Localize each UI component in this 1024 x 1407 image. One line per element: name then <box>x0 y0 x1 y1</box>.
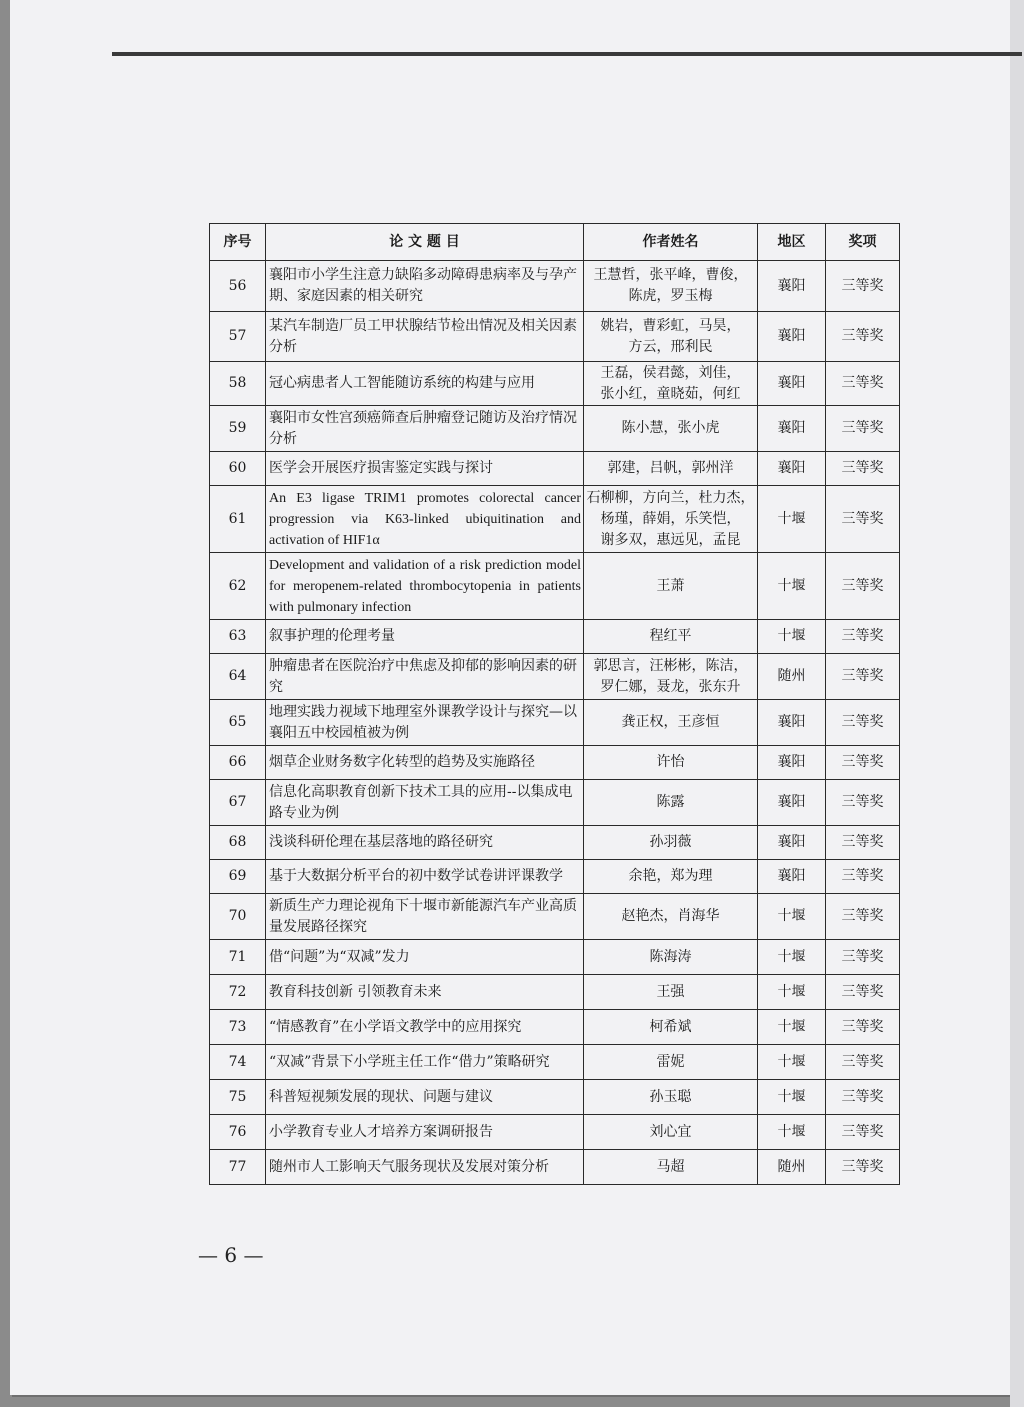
cell-authors: 王磊，侯君懿，刘佳， 张小红，童晓茹，何红 <box>584 362 758 406</box>
cell-region: 襄阳 <box>758 261 826 312</box>
cell-region: 襄阳 <box>758 860 826 894</box>
table-row <box>210 620 900 654</box>
table-row <box>210 1010 900 1045</box>
cell-num: 66 <box>210 746 266 780</box>
cell-title: “情感教育”在小学语文教学中的应用探究 <box>266 1010 584 1045</box>
cell-num: 67 <box>210 780 266 826</box>
page-number: — 6 — <box>198 1243 264 1267</box>
cell-authors: 马超 <box>584 1150 758 1185</box>
cell-award: 三等奖 <box>826 261 900 312</box>
cell-award: 三等奖 <box>826 860 900 894</box>
cell-title: 烟草企业财务数字化转型的趋势及实施路径 <box>266 746 584 780</box>
cell-region: 十堰 <box>758 1045 826 1080</box>
cell-num: 59 <box>210 406 266 452</box>
table-row <box>210 826 900 860</box>
table-row <box>210 486 900 553</box>
cell-title: “双减”背景下小学班主任工作“借力”策略研究 <box>266 1045 584 1080</box>
cell-authors: 余艳，郑为理 <box>584 860 758 894</box>
cell-award: 三等奖 <box>826 700 900 746</box>
cell-title: 小学教育专业人才培养方案调研报告 <box>266 1115 584 1150</box>
cell-num: 57 <box>210 312 266 362</box>
cell-award: 三等奖 <box>826 746 900 780</box>
cell-num: 68 <box>210 826 266 860</box>
cell-region: 襄阳 <box>758 780 826 826</box>
cell-award: 三等奖 <box>826 362 900 406</box>
cell-title: 信息化高职教育创新下技术工具的应用--以集成电路专业为例 <box>266 780 584 826</box>
cell-title: An E3 ligase TRIM1 promotes colorectal cancer progression via K63-linked ubiquitination and activation of HIF1α <box>266 486 584 553</box>
cell-award: 三等奖 <box>826 452 900 486</box>
table-row <box>210 894 900 940</box>
cell-authors: 程红平 <box>584 620 758 654</box>
header-rule <box>112 52 1022 56</box>
cell-award: 三等奖 <box>826 553 900 620</box>
cell-num: 72 <box>210 975 266 1010</box>
table-row <box>210 1045 900 1080</box>
header-authors: 作者姓名 <box>584 224 758 261</box>
table-body <box>210 261 900 1185</box>
header-award: 奖项 <box>826 224 900 261</box>
cell-authors: 赵艳杰，肖海华 <box>584 894 758 940</box>
cell-region: 十堰 <box>758 940 826 975</box>
cell-num: 62 <box>210 553 266 620</box>
cell-region: 襄阳 <box>758 362 826 406</box>
cell-authors: 王萧 <box>584 553 758 620</box>
cell-award: 三等奖 <box>826 1045 900 1080</box>
cell-award: 三等奖 <box>826 312 900 362</box>
cell-award: 三等奖 <box>826 1010 900 1045</box>
cell-award: 三等奖 <box>826 975 900 1010</box>
table-row <box>210 553 900 620</box>
cell-title: 叙事护理的伦理考量 <box>266 620 584 654</box>
cell-title: 地理实践力视域下地理室外课教学设计与探究—以襄阳五中校园植被为例 <box>266 700 584 746</box>
cell-region: 襄阳 <box>758 700 826 746</box>
cell-authors: 姚岩，曹彩虹，马昊， 方云，邢利民 <box>584 312 758 362</box>
cell-award: 三等奖 <box>826 654 900 700</box>
cell-title: 襄阳市小学生注意力缺陷多动障碍患病率及与孕产期、家庭因素的相关研究 <box>266 261 584 312</box>
cell-num: 75 <box>210 1080 266 1115</box>
cell-title: 借“问题”为“双减”发力 <box>266 940 584 975</box>
cell-num: 74 <box>210 1045 266 1080</box>
header-num: 序号 <box>210 224 266 261</box>
header-region: 地区 <box>758 224 826 261</box>
header-title: 论 文 题 目 <box>266 224 584 261</box>
table-row <box>210 940 900 975</box>
cell-title: 医学会开展医疗损害鉴定实践与探讨 <box>266 452 584 486</box>
cell-award: 三等奖 <box>826 406 900 452</box>
table-row <box>210 860 900 894</box>
cell-region: 十堰 <box>758 975 826 1010</box>
table-row <box>210 1115 900 1150</box>
cell-authors: 孙羽薇 <box>584 826 758 860</box>
cell-title: 浅谈科研伦理在基层落地的路径研究 <box>266 826 584 860</box>
table-row <box>210 975 900 1010</box>
cell-num: 73 <box>210 1010 266 1045</box>
cell-authors: 郭建，吕帆，郭州洋 <box>584 452 758 486</box>
cell-num: 76 <box>210 1115 266 1150</box>
cell-num: 70 <box>210 894 266 940</box>
cell-region: 襄阳 <box>758 452 826 486</box>
table-row <box>210 406 900 452</box>
cell-title: 科普短视频发展的现状、问题与建议 <box>266 1080 584 1115</box>
cell-num: 71 <box>210 940 266 975</box>
cell-region: 十堰 <box>758 1010 826 1045</box>
cell-authors: 柯希斌 <box>584 1010 758 1045</box>
cell-title: 新质生产力理论视角下十堰市新能源汽车产业高质量发展路径探究 <box>266 894 584 940</box>
cell-region: 十堰 <box>758 894 826 940</box>
cell-region: 十堰 <box>758 1115 826 1150</box>
cell-region: 随州 <box>758 654 826 700</box>
cell-num: 69 <box>210 860 266 894</box>
table-row <box>210 312 900 362</box>
cell-award: 三等奖 <box>826 894 900 940</box>
cell-award: 三等奖 <box>826 780 900 826</box>
table-row <box>210 700 900 746</box>
cell-region: 十堰 <box>758 620 826 654</box>
cell-region: 襄阳 <box>758 826 826 860</box>
table-row <box>210 746 900 780</box>
cell-award: 三等奖 <box>826 826 900 860</box>
cell-authors: 许怡 <box>584 746 758 780</box>
cell-num: 63 <box>210 620 266 654</box>
cell-num: 61 <box>210 486 266 553</box>
cell-authors: 王慧哲，张平峰，曹俊， 陈虎，罗玉梅 <box>584 261 758 312</box>
cell-award: 三等奖 <box>826 486 900 553</box>
cell-num: 58 <box>210 362 266 406</box>
cell-num: 77 <box>210 1150 266 1185</box>
table-row <box>210 654 900 700</box>
cell-title: 基于大数据分析平台的初中数学试卷讲评课教学 <box>266 860 584 894</box>
cell-authors: 陈小慧，张小虎 <box>584 406 758 452</box>
cell-region: 十堰 <box>758 1080 826 1115</box>
cell-region: 十堰 <box>758 553 826 620</box>
cell-region: 十堰 <box>758 486 826 553</box>
cell-num: 64 <box>210 654 266 700</box>
table-row <box>210 1080 900 1115</box>
cell-authors: 刘心宜 <box>584 1115 758 1150</box>
cell-num: 56 <box>210 261 266 312</box>
table-header-row <box>210 224 900 261</box>
cell-authors: 石柳柳，方向兰，杜力杰， 杨瑾，薛娟，乐笑恺， 谢多双，惠远见，孟昆 <box>584 486 758 553</box>
cell-title: 某汽车制造厂员工甲状腺结节检出情况及相关因素分析 <box>266 312 584 362</box>
cell-region: 随州 <box>758 1150 826 1185</box>
cell-num: 65 <box>210 700 266 746</box>
cell-award: 三等奖 <box>826 940 900 975</box>
cell-region: 襄阳 <box>758 746 826 780</box>
cell-title: 随州市人工影响天气服务现状及发展对策分析 <box>266 1150 584 1185</box>
cell-award: 三等奖 <box>826 1115 900 1150</box>
table-row <box>210 261 900 312</box>
cell-num: 60 <box>210 452 266 486</box>
cell-title: 冠心病患者人工智能随访系统的构建与应用 <box>266 362 584 406</box>
cell-award: 三等奖 <box>826 620 900 654</box>
table-row <box>210 1150 900 1185</box>
cell-title: Development and validation of a risk prediction model for meropenem-related thrombocytopenia in patients with pulmonary infection <box>266 553 584 620</box>
cell-region: 襄阳 <box>758 312 826 362</box>
cell-award: 三等奖 <box>826 1150 900 1185</box>
cell-authors: 郭思言，汪彬彬，陈洁， 罗仁娜，聂龙，张东升 <box>584 654 758 700</box>
cell-authors: 陈露 <box>584 780 758 826</box>
table-row <box>210 362 900 406</box>
awards-table <box>209 223 900 1185</box>
table-row <box>210 452 900 486</box>
cell-authors: 陈海涛 <box>584 940 758 975</box>
cell-title: 教育科技创新 引领教育未来 <box>266 975 584 1010</box>
table-row <box>210 780 900 826</box>
cell-authors: 雷妮 <box>584 1045 758 1080</box>
cell-authors: 王强 <box>584 975 758 1010</box>
cell-title: 肿瘤患者在医院治疗中焦虑及抑郁的影响因素的研究 <box>266 654 584 700</box>
page-edge <box>1010 0 1024 1407</box>
cell-title: 襄阳市女性宫颈癌筛查后肿瘤登记随访及治疗情况分析 <box>266 406 584 452</box>
cell-award: 三等奖 <box>826 1080 900 1115</box>
cell-authors: 孙玉聪 <box>584 1080 758 1115</box>
cell-region: 襄阳 <box>758 406 826 452</box>
cell-authors: 龚正权，王彦恒 <box>584 700 758 746</box>
